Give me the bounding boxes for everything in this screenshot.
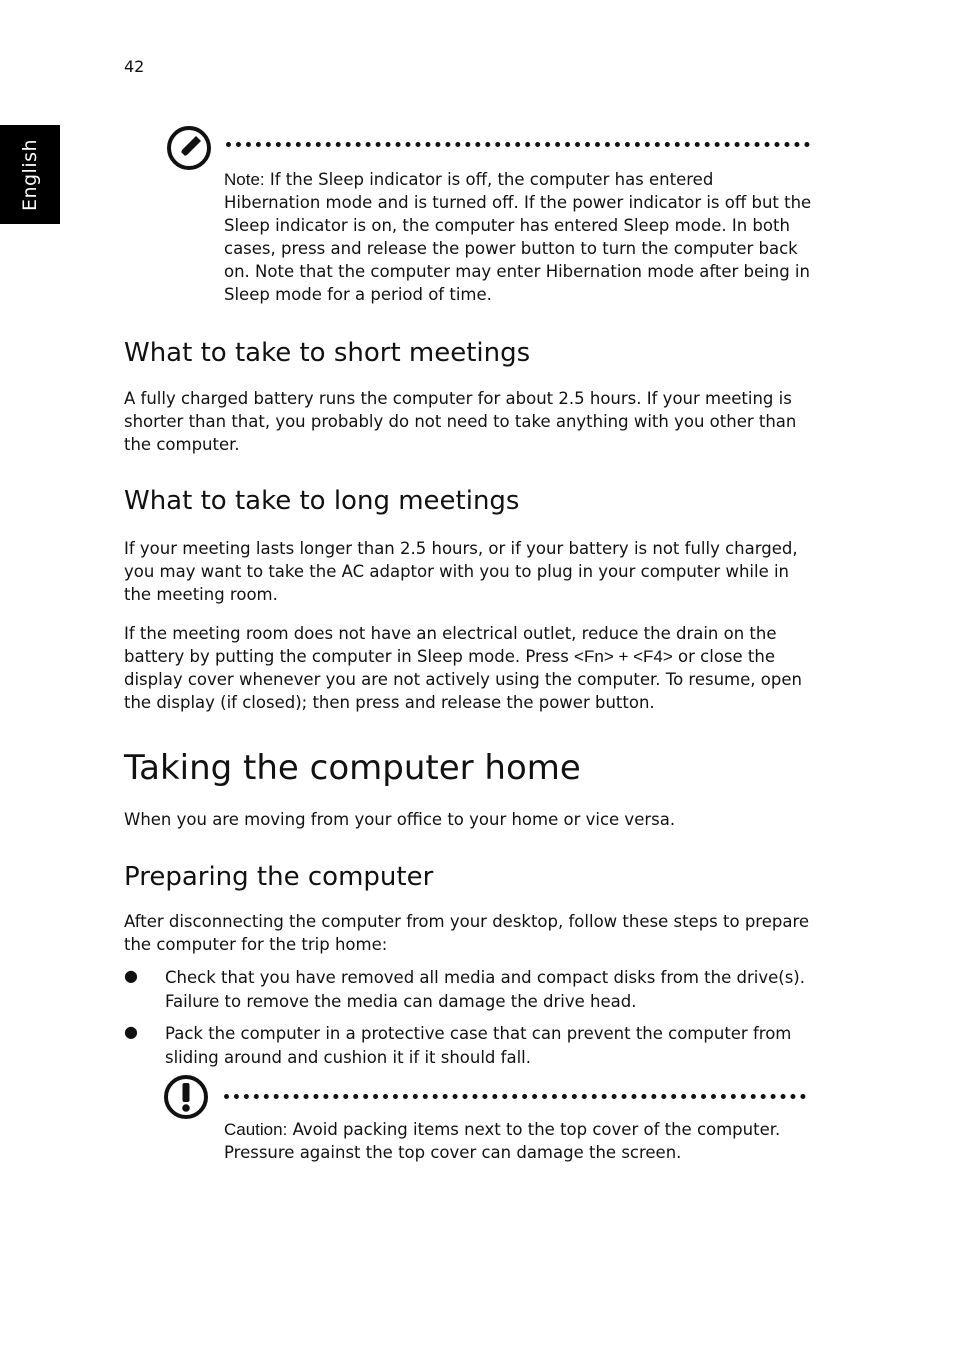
note-label: Note:: [224, 170, 265, 189]
note-divider: [226, 142, 810, 147]
caution-icon: [163, 1074, 209, 1120]
note-body: If the Sleep indicator is off, the computer has entered Hibernation mode and is turned off. If the power indicator is off but the Sleep indicator is on, the computer has entered Sleep mode. In both cases, press and release the power button to turn the computer back on. Note that the computer may enter Hibernation mode after being in Sleep mode for a period of time.: [224, 170, 812, 304]
note-text: [224, 168, 814, 306]
sleep-key-combo: <Fn> + <F4>: [574, 647, 673, 666]
language-tab-label: English: [19, 138, 41, 212]
bullet-marker: ●: [124, 1022, 138, 1041]
chapter-title: Taking the computer home: [124, 748, 581, 788]
short-meetings-paragraph: A fully charged battery runs the computer for about 2.5 hours. If your meeting is shorter than that, you probably do not need to take anything with you other than the computer.: [124, 389, 797, 454]
note-icon: [166, 125, 212, 171]
caution-body: Avoid packing items next to the top cover of the computer. Pressure against the top cover can damage the screen.: [224, 1120, 781, 1162]
preparing-intro: After disconnecting the computer from your desktop, follow these steps to prepare the computer for the trip home:: [124, 912, 810, 954]
caution-divider: [224, 1094, 806, 1099]
long-meetings-text-after: or close the display cover whenever you are not actively using the computer. To resume, open the display (if closed); then press and release the power button.: [124, 647, 802, 712]
preparing-heading: Preparing the computer: [124, 862, 434, 892]
chapter-intro: When you are moving from your office to your home or vice versa.: [124, 810, 676, 829]
short-meetings-heading: What to take to short meetings: [124, 338, 531, 368]
list-item: Pack the computer in a protective case that can prevent the computer from sliding around and cushion it if it should fall.: [165, 1024, 792, 1067]
long-meetings-paragraph-2: [124, 622, 814, 714]
long-meetings-text-before: If the meeting room does not have an electrical outlet, reduce the drain on the battery by putting the computer in Sleep mode. Press: [124, 624, 777, 666]
caution-text: [224, 1118, 814, 1164]
list-item: Check that you have removed all media and compact disks from the drive(s). Failure to remove the media can damage the drive head.: [165, 968, 805, 1011]
long-meetings-heading: What to take to long meetings: [124, 486, 520, 516]
page-number: 42: [124, 57, 145, 76]
long-meetings-paragraph-1: If your meeting lasts longer than 2.5 hours, or if your battery is not fully charged, you may want to take the AC adaptor with you to plug in your computer while in the meeting room.: [124, 539, 798, 604]
language-tab: [0, 125, 60, 224]
caution-label: Caution:: [224, 1120, 288, 1139]
bullet-marker: ●: [124, 966, 138, 985]
